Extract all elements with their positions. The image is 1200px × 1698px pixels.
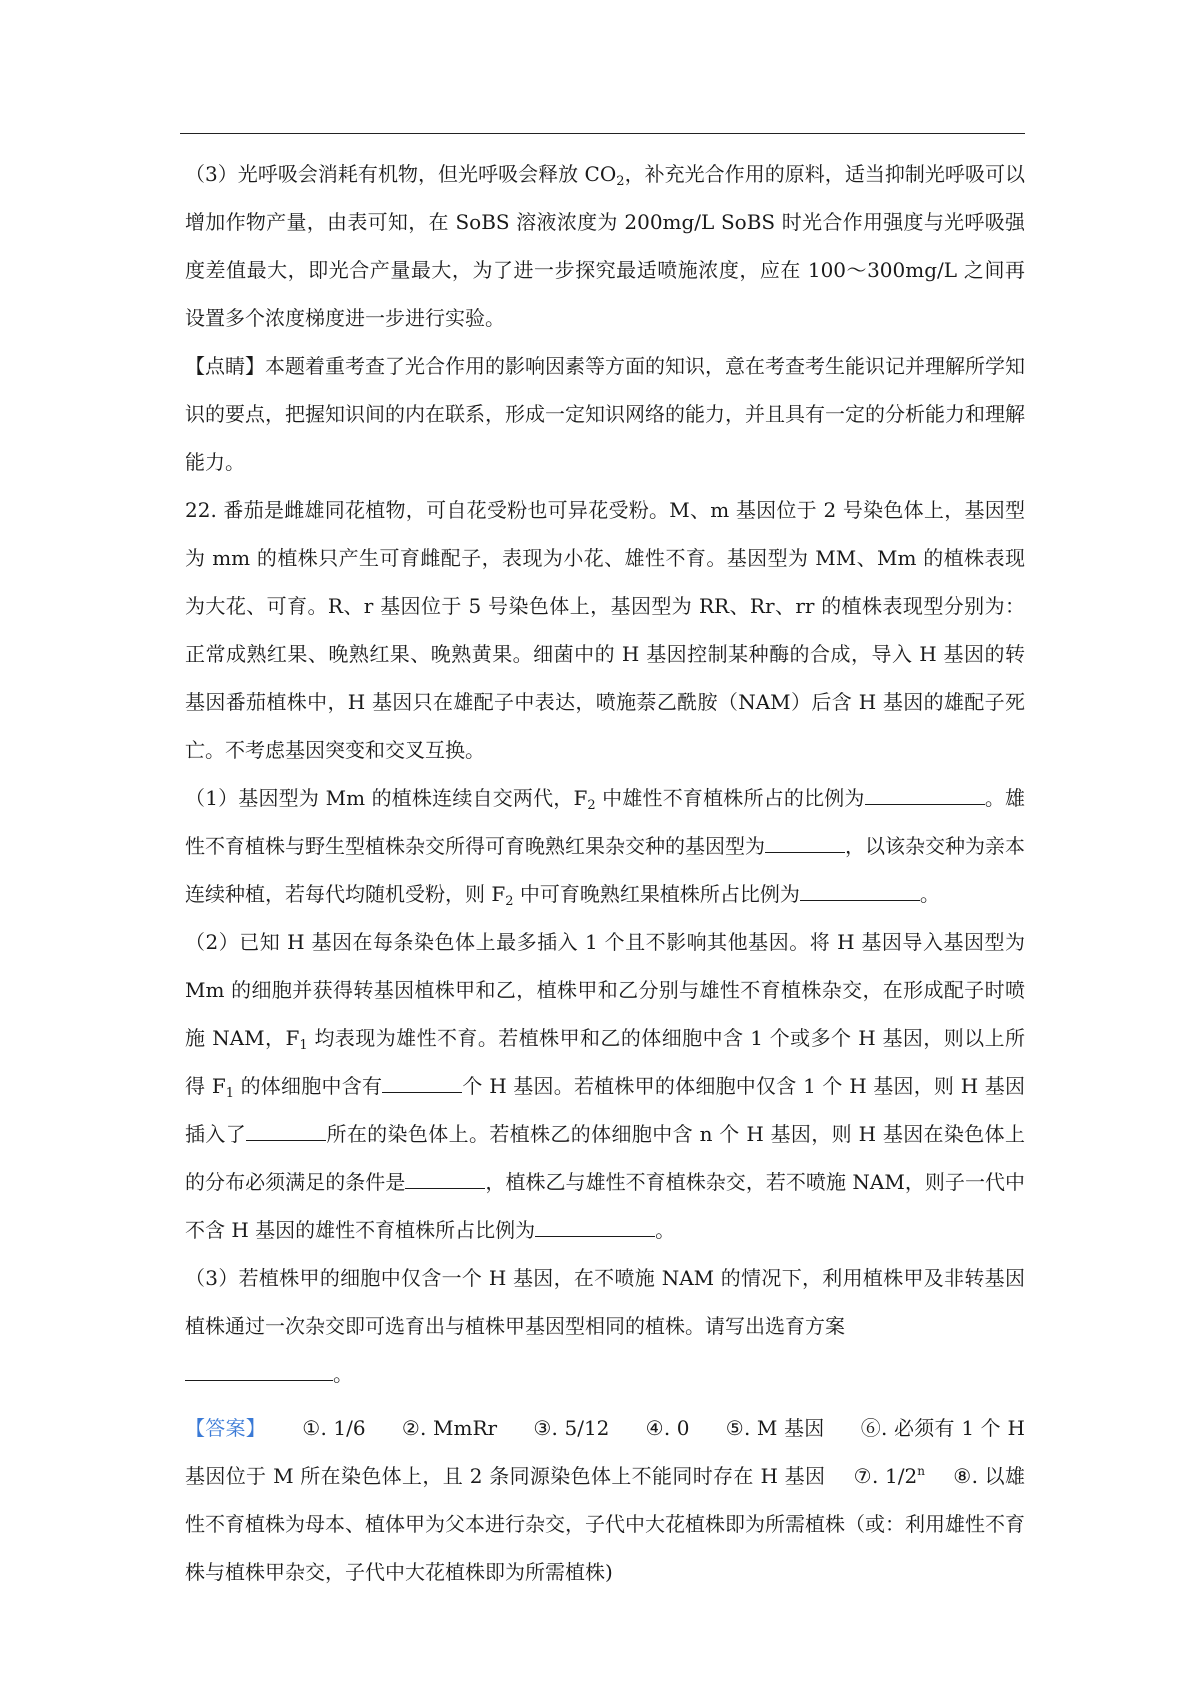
section3-paragraph: （3）光呼吸会消耗有机物，但光呼吸会释放 $CO_2$，补充光合作用的原料，适当抑制光呼吸可以增加作物产量，由表可知，在 SoBS 溶液浓度为 200mg/L SoBS 时光合作用强度与光呼吸强度差值最大，即光合产量最大，为了进一步探究最适喷施浓度，应在 100～300mg/L 之间再设置多个浓度梯度进一步进行实验。 [185, 162, 1026, 330]
answer-blank-3 [800, 874, 920, 901]
document-body [185, 150, 1025, 1596]
question-22-stem: 22. 番茄是雌雄同花植物，可自花受粉也可异花受粉。M、m 基因位于 2 号染色体上，基因型为 mm 的植株只产生可育雌配子，表现为小花、雄性不育。基因型为 MM、Mm 的植株表现为大花、可育。R、r 基因位于 5 号染色体上，基因型为 RR、Rr、rr 的植株表现型分别为：正常成熟红果、晚熟红果、晚熟黄果。细菌中的 H 基因控制某种酶的合成，导入 H 基因的转基因番茄植株中，H 基因只在雄配子中表达，喷施萘乙酰胺（NAM）后含 H 基因的雄配子死亡。不考虑基因突变和交叉互换。 [185, 498, 1025, 762]
question-22-part-2: （2）已知 H 基因在每条染色体上最多插入 1 个且不影响其他基因。将 H 基因导入基因型为 Mm 的细胞并获得转基因植株甲和乙，植株甲和乙分别与雄性不育植株杂交，在形成配子时喷施 NAM，$F_1$ 均表现为雄性不育。若植株甲和乙的体细胞中含 1 个或多个 H 基因，则以上所得 $F_1$ 的体细胞中含有 个 H 基因。若植株甲的体细胞中仅含 1 个 H 基因，则 H 基因插入了 所在的染色体上。若植株乙的体细胞中含 n 个 H 基因，则 H 基因在染色体上的分布必须满足的条件是 ，植株乙与雄性不育植株杂交，若不喷施 NAM，则子一代中不含 H 基因的雄性不育植株所占比例为 。 [185, 930, 1026, 1242]
comment-paragraph: 【点睛】本题着重考查了光合作用的影响因素等方面的知识，意在考查考生能识记并理解所学知识的要点，把握知识间的内在联系，形成一定知识网络的能力，并且具有一定的分析能力和理解能力。 [185, 354, 1025, 474]
header-rule [180, 133, 1025, 134]
question-22-part-1: （1）基因型为 Mm 的植株连续自交两代，$F_2$ 中雄性不育植株所占的比例为 。雄性不育植株与野生型植株杂交所得可育晚熟红果杂交种的基因型为 ，以该杂交种为亲本连续种植，若每代均随机受粉，则 $F_2$ 中可育晚熟红果植株所占比例为 。 [185, 774, 1025, 918]
question-22-part-3: （3）若植株甲的细胞中仅含一个 H 基因，在不喷施 NAM 的情况下，利用植株甲及非转基因植株通过一次杂交即可选育出与植株甲基因型相同的植株。请写出选育方案 。 [185, 1266, 1025, 1386]
answer-blank-7 [535, 1210, 655, 1237]
answer-blank-4 [382, 1066, 462, 1093]
answer-blank-1 [865, 778, 985, 805]
answer-blank-8 [185, 1354, 333, 1381]
answer-label: 【答案】 [185, 1416, 267, 1440]
answer-paragraph: 【答案】 ①. 1/6 ②. MmRr ③. 5/12 ④. 0 ⑤. M 基因 ⑥. 必须有 1 个 H 基因位于 M 所在染色体上，且 2 条同源染色体上不能同时存在 H 基因 ⑦. 1/2$^n$ ⑧. 以雄性不育植株为母本、植体甲为父本进行杂交，子代中大花植株即为所需植株（或：利用雄性不育株与植株甲杂交，子代中大花植株即为所需植株) [185, 1416, 1025, 1584]
answer-blank-6 [405, 1162, 485, 1189]
answer-blank-5 [246, 1114, 326, 1141]
answer-blank-2 [765, 826, 845, 853]
